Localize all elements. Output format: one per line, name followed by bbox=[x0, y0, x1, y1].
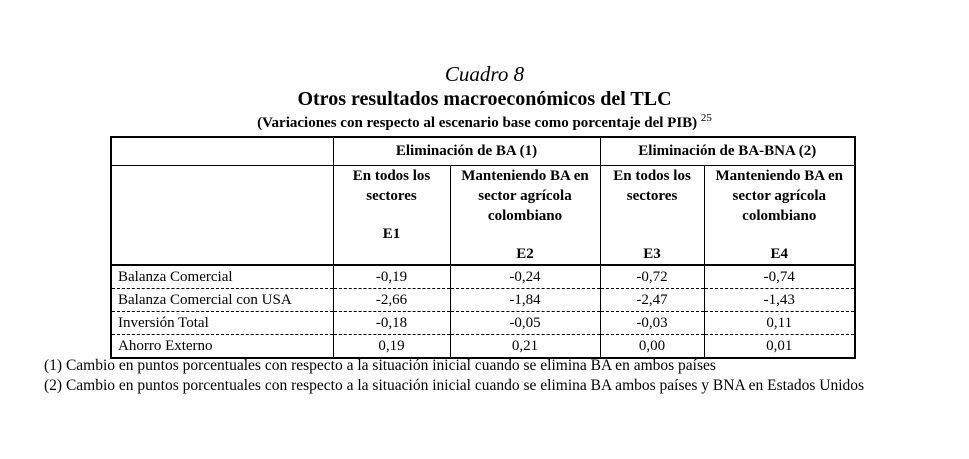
cell-value: -2,47 bbox=[600, 289, 704, 312]
cell-value: 0,21 bbox=[450, 335, 600, 359]
group-header-ba: Eliminación de BA (1) bbox=[333, 137, 600, 166]
table-subtitle bbox=[0, 112, 969, 132]
cell-value: 0,11 bbox=[704, 312, 855, 335]
cell-value: -1,43 bbox=[704, 289, 855, 312]
subtitle-text: (Variaciones con respecto al escenario base como porcentaje del PIB) bbox=[257, 115, 698, 131]
table-title: Otros resultados macroeconómicos del TLC bbox=[297, 88, 672, 110]
cell-value: -0,03 bbox=[600, 312, 704, 335]
table-notes bbox=[44, 356, 924, 396]
table-row bbox=[111, 265, 855, 289]
column-header-row bbox=[111, 166, 855, 266]
header-blank-cell bbox=[111, 166, 333, 266]
column-header-code: E3 bbox=[643, 246, 661, 262]
table-row bbox=[111, 312, 855, 335]
cell-value: -0,74 bbox=[704, 265, 855, 289]
table-row bbox=[111, 289, 855, 312]
note-1: (1) Cambio en puntos porcentuales con respecto a la situación inicial cuando se elimina BA en ambos países bbox=[44, 357, 716, 374]
cell-value: 0,19 bbox=[333, 335, 450, 359]
column-header-label: Manteniendo BA en sector agrícola colombiano bbox=[461, 168, 589, 224]
column-header-e2 bbox=[450, 166, 600, 266]
row-label: Inversión Total bbox=[111, 312, 333, 335]
note-2: (2) Cambio en puntos porcentuales con respecto a la situación inicial cuando se elimina BA ambos países y BNA en Estados Unidos bbox=[44, 377, 865, 394]
column-header-code: E1 bbox=[382, 226, 401, 242]
column-header-label: Manteniendo BA en sector agrícola colombiano bbox=[715, 168, 844, 224]
column-header-code: E4 bbox=[770, 246, 789, 262]
group-header-row bbox=[111, 137, 855, 166]
column-header-e3 bbox=[600, 166, 704, 266]
group-header-ba-bna: Eliminación de BA-BNA (2) bbox=[600, 137, 855, 166]
column-header-label: En todos los sectores bbox=[613, 168, 691, 204]
row-label: Balanza Comercial bbox=[111, 265, 333, 289]
cell-value: -0,24 bbox=[450, 265, 600, 289]
header-corner-cell bbox=[111, 137, 333, 166]
table-row bbox=[111, 335, 855, 359]
column-header-e1 bbox=[333, 166, 450, 266]
cell-value: -0,19 bbox=[333, 265, 450, 289]
cell-value: -0,05 bbox=[450, 312, 600, 335]
cell-value: -0,72 bbox=[600, 265, 704, 289]
column-header-label: En todos los sectores bbox=[352, 168, 431, 204]
cell-value: 0,01 bbox=[704, 335, 855, 359]
row-label: Ahorro Externo bbox=[111, 335, 333, 359]
row-label: Balanza Comercial con USA bbox=[111, 289, 333, 312]
column-header-e4 bbox=[704, 166, 855, 266]
cell-value: -1,84 bbox=[450, 289, 600, 312]
footnote-ref: 25 bbox=[700, 112, 712, 124]
cell-value: -2,66 bbox=[333, 289, 450, 312]
cell-value: -0,18 bbox=[333, 312, 450, 335]
table-caption: Cuadro 8 bbox=[444, 62, 525, 86]
column-header-code: E2 bbox=[516, 246, 534, 262]
cell-value: 0,00 bbox=[600, 335, 704, 359]
results-table bbox=[110, 136, 856, 359]
